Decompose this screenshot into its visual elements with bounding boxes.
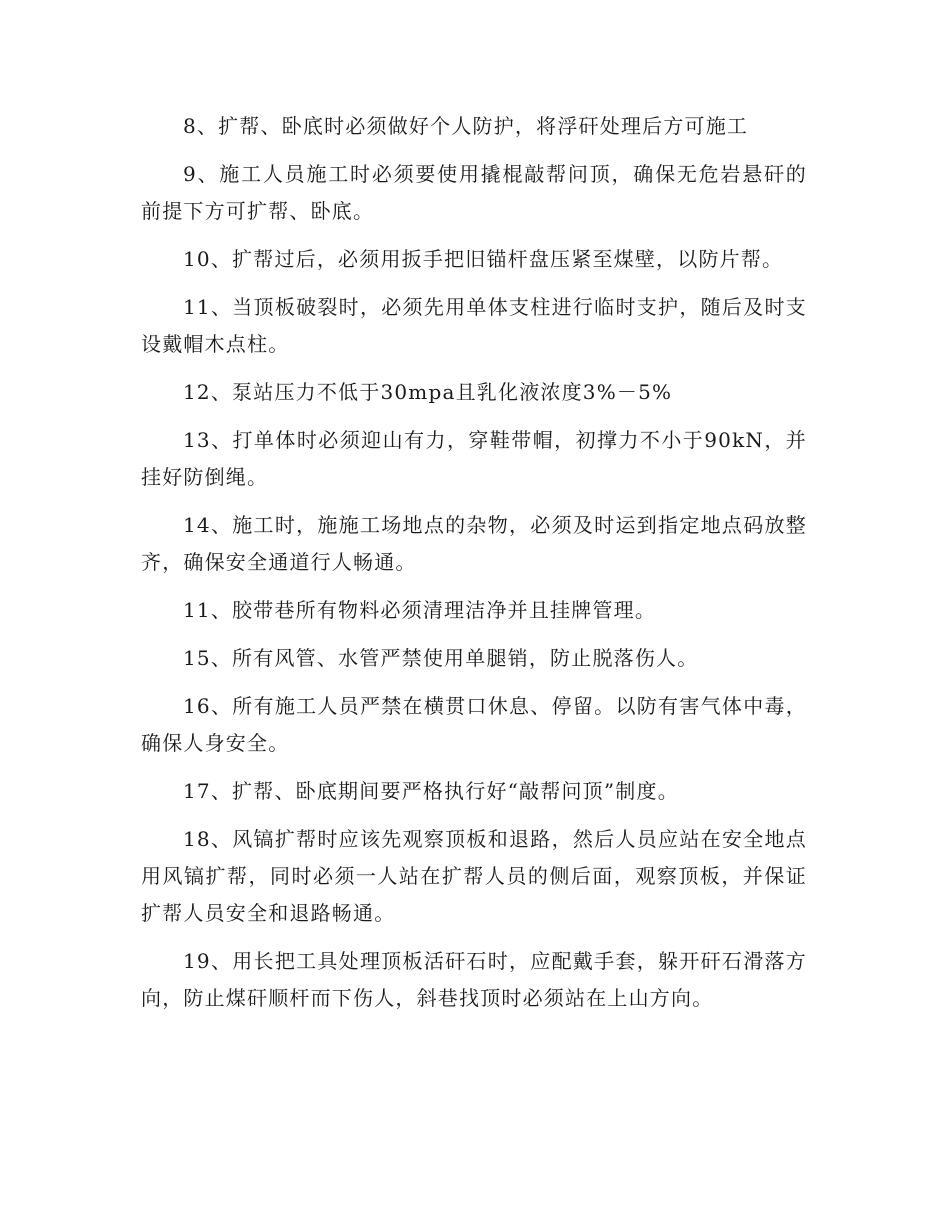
paragraph-rule-9: 9、施工人员施工时必须要使用撬棍敲帮问顶，确保无危岩悬矸的前提下方可扩帮、卧底。: [141, 162, 807, 223]
paragraph-rule-17: 17、扩帮、卧底期间要严格执行好“敲帮问顶”制度。: [183, 779, 679, 803]
paragraph-rule-19: 19、用长把工具处理顶板活矸石时，应配戴手套，躲开矸石滑落方向，防止煤矸顺杆而下伤人，斜巷找顶时必须站在上山方向。: [141, 949, 807, 1010]
document-body: [141, 108, 807, 1028]
paragraph-rule-11b: 11、胶带巷所有物料必须清理洁净并且挂牌管理。: [183, 598, 657, 622]
paragraph-rule-8: 8、扩帮、卧底时必须做好个人防护，将浮矸处理后方可施工: [183, 114, 749, 138]
paragraph-rule-11: 11、当顶板破裂时，必须先用单体支柱进行临时支护，随后及时支设戴帽木点柱。: [141, 295, 807, 356]
paragraph-rule-10: 10、扩帮过后，必须用扳手把旧锚杆盘压紧至煤壁，以防片帮。: [183, 247, 784, 271]
paragraph-rule-16: 16、所有施工人员严禁在横贯口休息、停留。以防有害气体中毒，确保人身安全。: [141, 694, 807, 755]
paragraph-rule-15: 15、所有风管、水管严禁使用单腿销，防止脱落伤人。: [183, 646, 699, 670]
paragraph-rule-18: 18、风镐扩帮时应该先观察顶板和退路，然后人员应站在安全地点用风镐扩帮，同时必须一人站在扩帮人员的侧后面，观察顶板，并保证扩帮人员安全和退路畅通。: [141, 827, 807, 925]
paragraph-rule-12: 12、泵站压力不低于30mpa且乳化液浓度3%－5%: [183, 380, 673, 404]
paragraph-rule-14: 14、施工时，施施工场地点的杂物，必须及时运到指定地点码放整齐，确保安全通道行人畅通。: [141, 513, 807, 574]
paragraph-rule-13: 13、打单体时必须迎山有力，穿鞋带帽，初撑力不小于90kN，并挂好防倒绳。: [141, 428, 807, 489]
